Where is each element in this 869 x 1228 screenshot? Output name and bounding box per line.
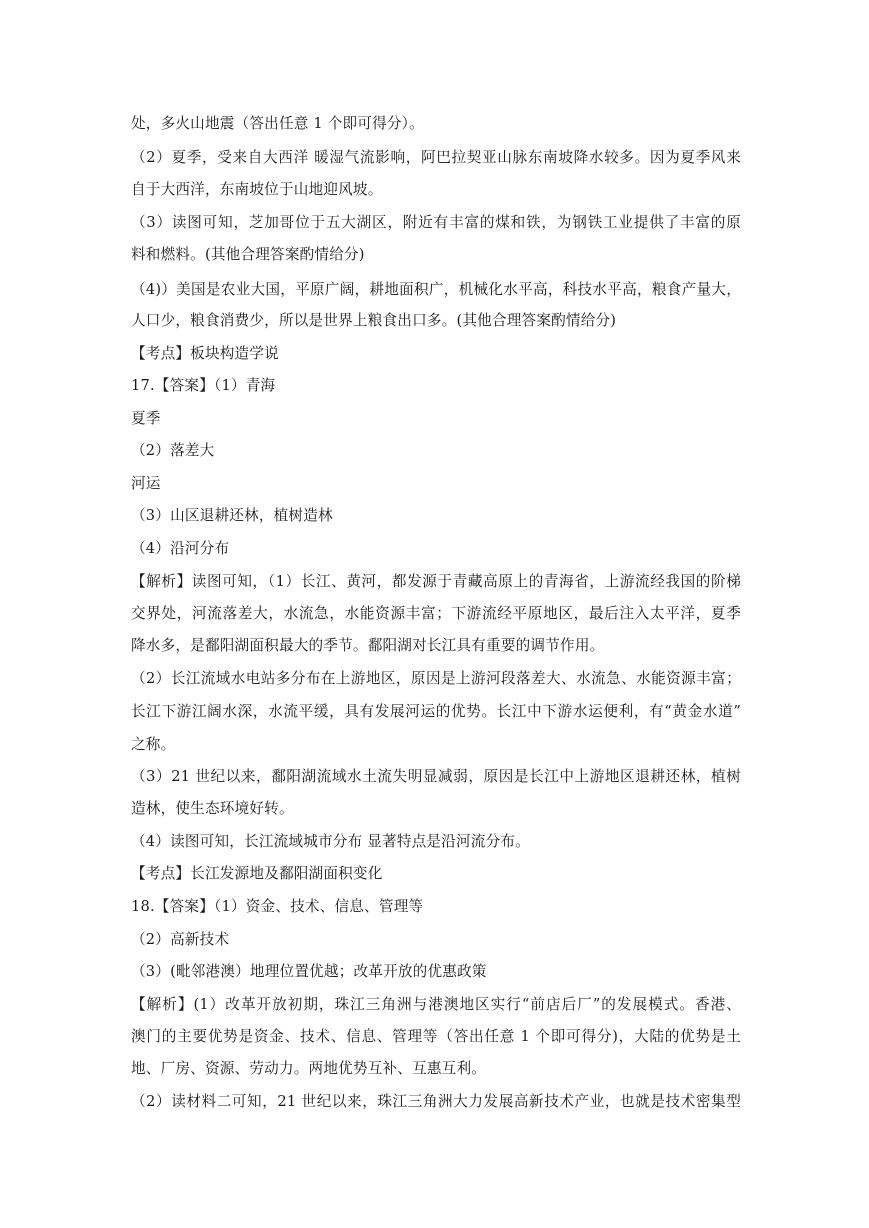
answer-17-line-3: （2）落差大	[131, 442, 215, 459]
answer-17-line-4: 河运	[131, 475, 161, 492]
answer-18-heading: 18.【答案】（1）资金、技术、信息、管理等	[131, 898, 424, 915]
analysis-18-line-3: 地、厂房、资源、劳动力。两地优势互补、互惠互利。	[131, 1060, 487, 1077]
text-line-2: （2）夏季，受来自大西洋 暖湿气流影响，阿巴拉契亚山脉东南坡降水较多。因为夏季风来	[131, 149, 741, 166]
answer-17-line-5: （3）山区退耕还林，植树造林	[131, 507, 333, 524]
analysis-18-line-1: 【解析】(1）改革开放初期，珠江三角洲与港澳地区实行“前店后厂”的发展模式。香港、	[131, 996, 741, 1013]
text-line-4: （3）读图可知，芝加哥位于五大湖区，附近有丰富的煤和铁，为钢铁工业提供了丰富的原	[131, 214, 741, 231]
analysis-17-line-1: 【解析】读图可知，（1）长江、黄河，都发源于青藏高原上的青海省，上游流经我国的阶梯	[131, 573, 741, 590]
analysis-17-line-5: 长江下游江阔水深，水流平缓，具有发展河运的优势。长江中下游水运便利，有“黄金水道”	[131, 703, 741, 720]
analysis-17-line-7: （3）21 世纪以来，鄱阳湖流域水土流失明显减弱，原因是长江中上游地区退耕还林，植树	[131, 768, 741, 785]
analysis-17-line-8: 造林，使生态环境好转。	[131, 800, 294, 817]
analysis-18-line-4: （2）读材料二可知，21 世纪以来，珠江三角洲大力发展高新技术产业，也就是技术密集型	[131, 1093, 741, 1110]
text-line-7: 人口少，粮食消费少，所以是世界上粮食出口多。(其他合理答案酌情给分)	[131, 312, 617, 329]
text-line-3: 自于大西洋，东南坡位于山地迎风坡。	[131, 181, 383, 198]
analysis-17-line-2: 交界处，河流落差大，水流急，水能资源丰富；下游流经平原地区，最后注入太平洋，夏季	[131, 605, 741, 622]
analysis-17-line-6: 之称。	[131, 736, 176, 753]
answer-17-line-6: （4）沿河分布	[131, 540, 230, 557]
analysis-18-line-2: 澳门的主要优势是资金、技术、信息、管理等（答出任意 1 个即可得分)，大陆的优势是土	[131, 1028, 741, 1045]
answer-18-line-2: （2）高新技术	[131, 931, 230, 948]
analysis-17-line-9: （4）读图可知，长江流域城市分布 显著特点是沿河流分布。	[131, 833, 530, 850]
exam-point-17: 【考点】长江发源地及鄱阳湖面积变化	[131, 865, 383, 882]
analysis-17-line-4: （2）长江流域水电站多分布在上游地区，原因是上游河段落差大、水流急、水能资源丰富；	[131, 670, 741, 687]
answer-17-line-2: 夏季	[131, 410, 161, 427]
text-line-1: 处，多火山地震（答出任意 1 个即可得分）。	[131, 115, 424, 132]
answer-18-line-3: （3）(毗邻港澳）地理位置优越；改革开放的优惠政策	[131, 963, 487, 980]
text-line-6: （4)）美国是农业大国，平原广阔，耕地面积广，机械化水平高，科技水平高，粮食产量大，	[131, 281, 741, 298]
text-line-5: 料和燃料。(其他合理答案酌情给分)	[131, 246, 365, 263]
answer-17-heading: 17.【答案】（1）青海	[131, 377, 276, 394]
exam-point-1: 【考点】板块构造学说	[131, 345, 279, 362]
analysis-17-line-3: 降水多，是鄱阳湖面积最大的季节。鄱阳湖对长江具有重要的调节作用。	[131, 637, 605, 654]
